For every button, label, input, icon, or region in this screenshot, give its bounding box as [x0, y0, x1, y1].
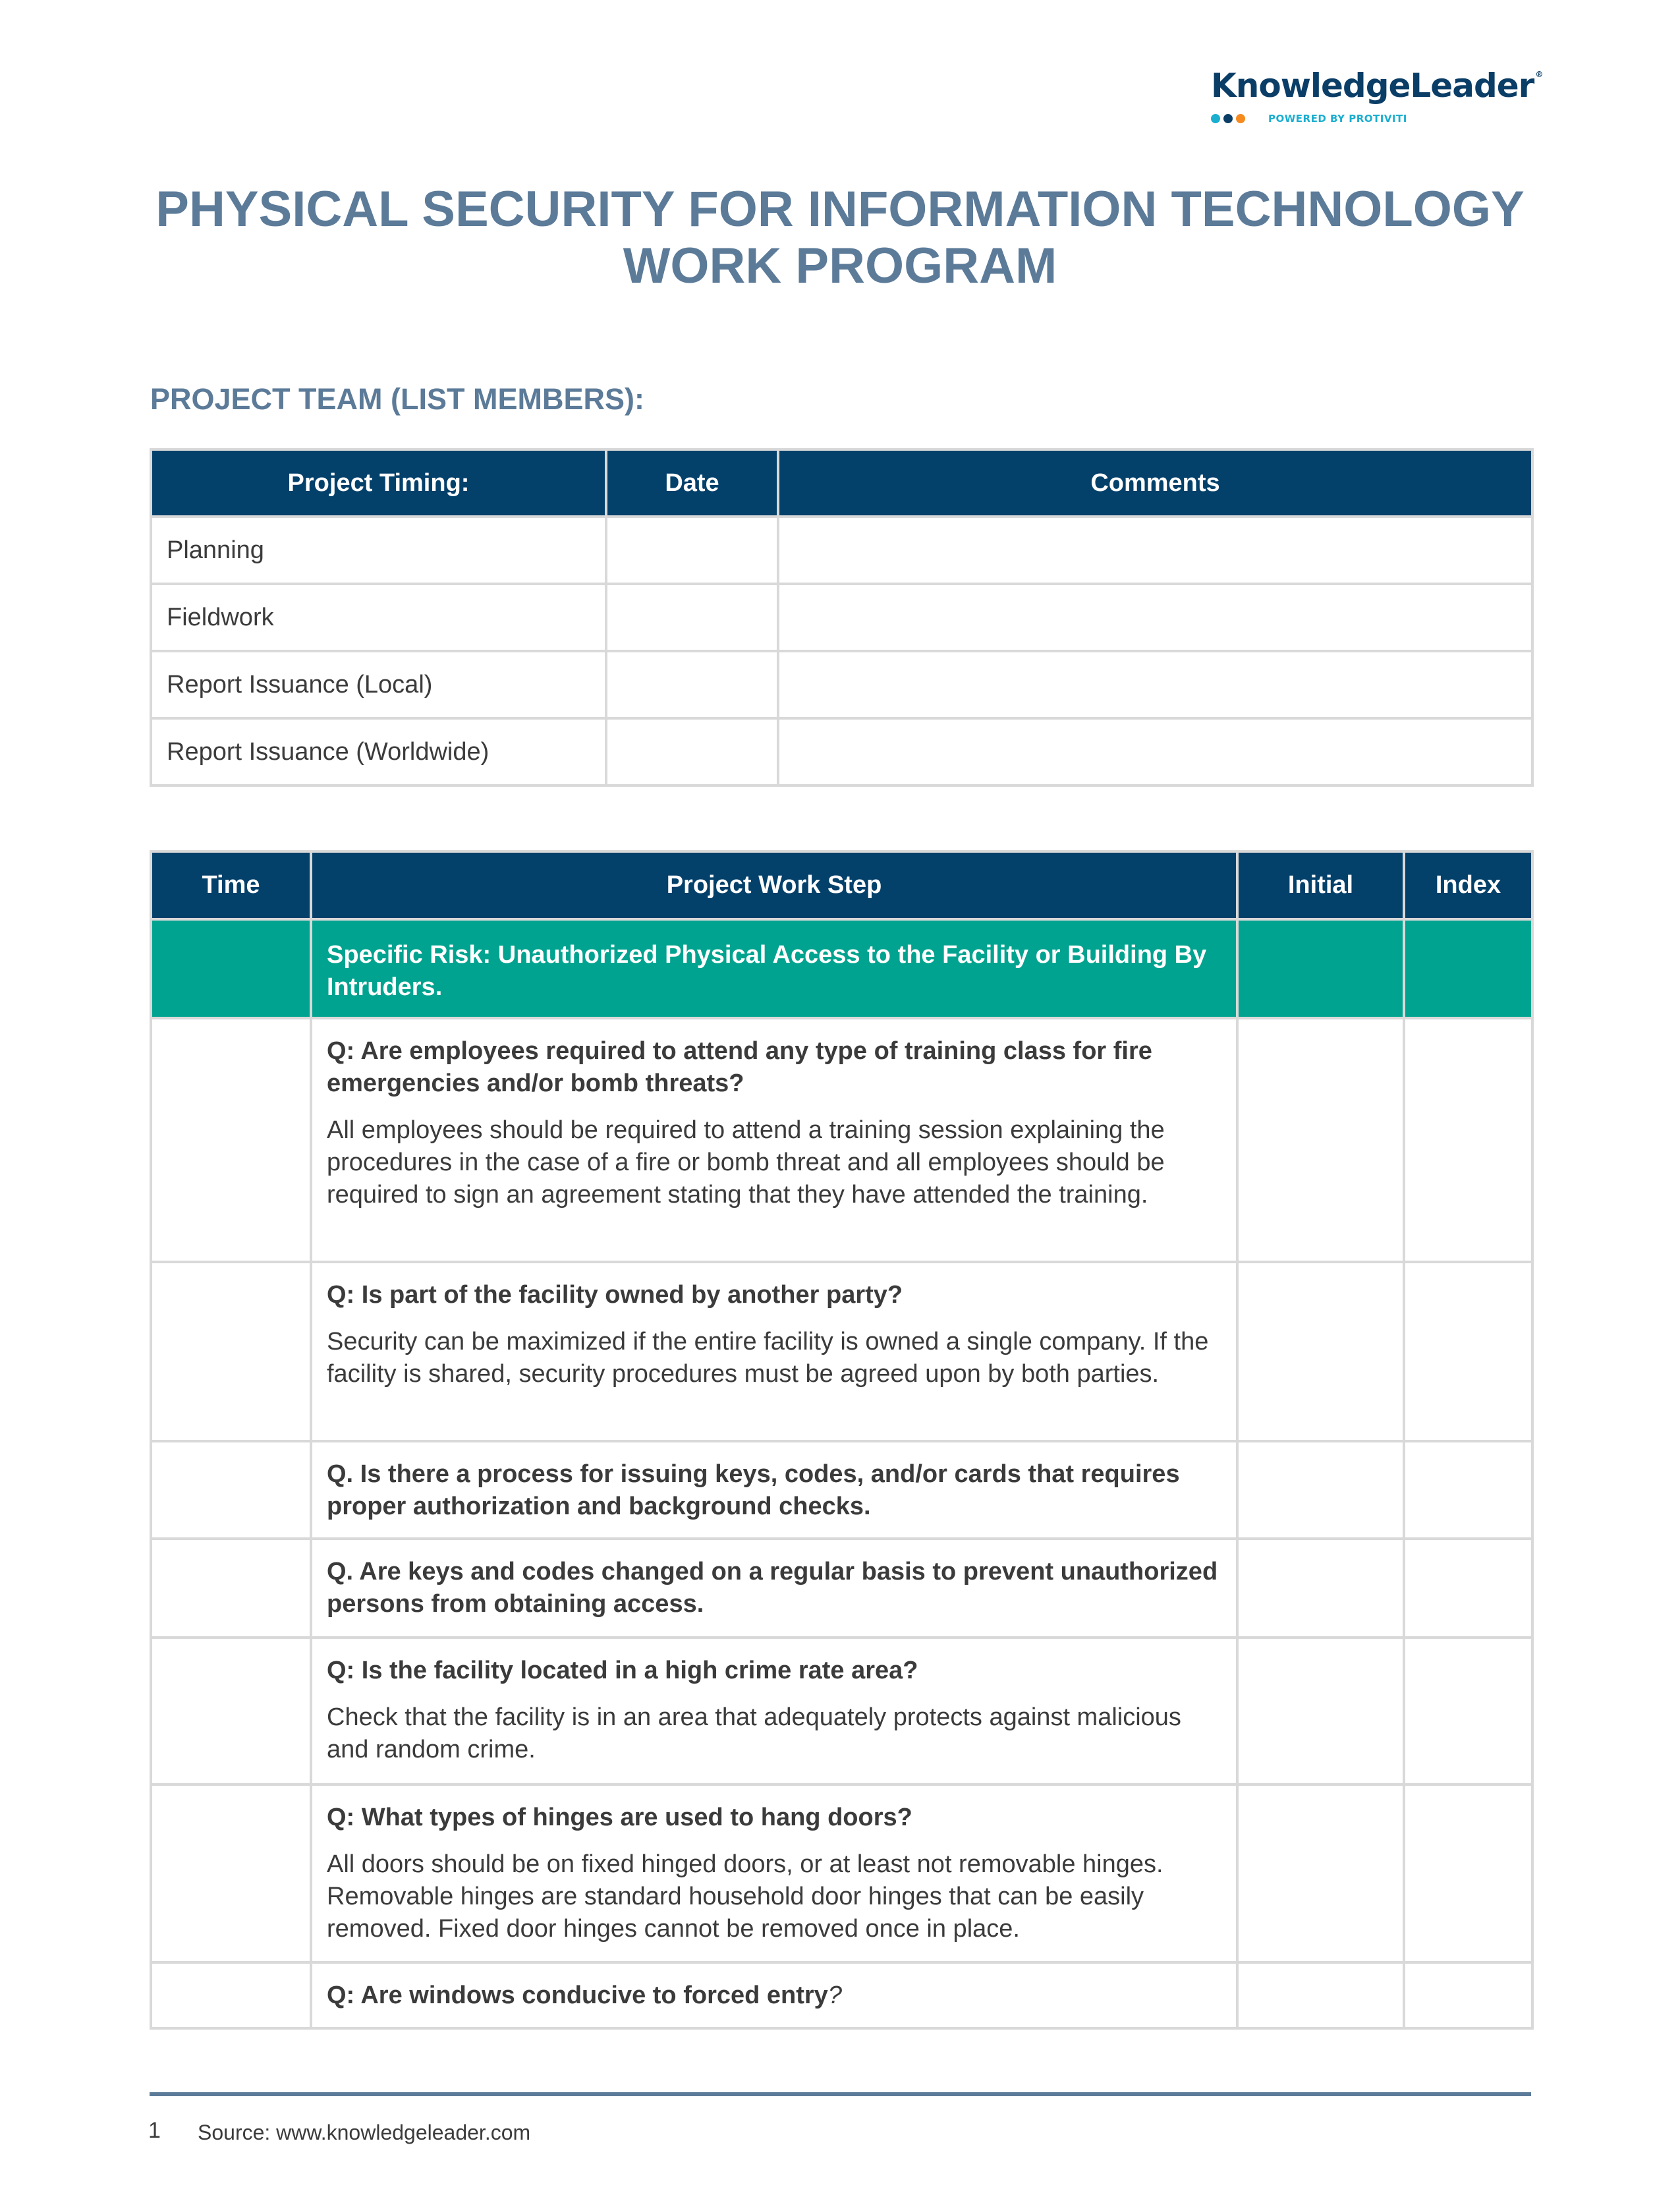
title-line-1: PHYSICAL SECURITY FOR INFORMATION TECHNOLOGY	[155, 181, 1525, 237]
time-cell[interactable]	[151, 1638, 311, 1784]
phase-cell: Report Issuance (Worldwide)	[151, 718, 606, 785]
time-cell[interactable]	[151, 919, 311, 1018]
knowledgeleader-logo	[1211, 51, 1543, 125]
header-comments: Comments	[778, 449, 1532, 517]
work-step-cell	[311, 1441, 1237, 1539]
time-cell[interactable]	[151, 1784, 311, 1962]
question-mark: ?	[827, 1982, 842, 2009]
time-cell[interactable]	[151, 1018, 311, 1262]
guidance: Security can be maximized if the entire facility is owned a single company. If the facility is shared, security procedures must be agreed upon by both parties.	[327, 1328, 1209, 1388]
table-row	[151, 584, 1532, 651]
logo-dot-icon	[1211, 114, 1220, 123]
table-row	[151, 1638, 1532, 1784]
logo-wordmark-text: KnowledgeLeader	[1211, 67, 1534, 105]
date-cell[interactable]	[606, 584, 778, 651]
table-header-row	[151, 449, 1532, 517]
guidance: Check that the facility is in an area that adequately protects against malicious and random crime.	[327, 1703, 1181, 1763]
phase-cell: Report Issuance (Local)	[151, 651, 606, 718]
table-row	[151, 1441, 1532, 1539]
work-steps-table	[150, 850, 1534, 2030]
question: Q: Is part of the facility owned by another party?	[327, 1281, 903, 1309]
question	[327, 1980, 1221, 2012]
initial-cell[interactable]	[1237, 1638, 1404, 1784]
page-number: 1	[148, 2118, 161, 2143]
comments-cell[interactable]	[778, 517, 1532, 584]
table-row	[151, 651, 1532, 718]
table-row	[151, 1262, 1532, 1441]
source-line: Source: www.knowledgeleader.com	[198, 2121, 531, 2144]
work-step-cell	[311, 1262, 1237, 1441]
question: Q: Is the facility located in a high crime rate area?	[327, 1657, 918, 1684]
risk-row	[151, 919, 1532, 1018]
logo-wordmark	[1211, 51, 1543, 109]
index-cell[interactable]	[1404, 1441, 1532, 1539]
index-cell[interactable]	[1404, 1539, 1532, 1638]
date-cell[interactable]	[606, 651, 778, 718]
table-header-row	[151, 851, 1532, 919]
index-cell[interactable]	[1404, 1784, 1532, 1962]
initial-cell[interactable]	[1237, 1539, 1404, 1638]
question: Q. Are keys and codes changed on a regular basis to prevent unauthorized persons from obtaining access.	[327, 1558, 1218, 1618]
table-row	[151, 1962, 1532, 2028]
header-index: Index	[1404, 851, 1532, 919]
project-team-heading: PROJECT TEAM (LIST MEMBERS):	[150, 382, 644, 416]
header-time: Time	[151, 851, 311, 919]
initial-cell[interactable]	[1237, 1784, 1404, 1962]
comments-cell[interactable]	[778, 718, 1532, 785]
registered-mark: ®	[1535, 70, 1543, 79]
date-cell[interactable]	[606, 517, 778, 584]
time-cell[interactable]	[151, 1441, 311, 1539]
question: Q: What types of hinges are used to hang doors?	[327, 1804, 912, 1831]
guidance: All employees should be required to attend a training session explaining the procedures in the case of a fire or bomb threat and all employees should be required to sign an agreement stating that they have attended the training.	[327, 1116, 1165, 1209]
logo-dot-icon	[1236, 114, 1245, 123]
index-cell[interactable]	[1404, 1638, 1532, 1784]
table-row	[151, 1539, 1532, 1638]
question: Q: Are employees required to attend any type of training class for fire emergencies and/or bomb threats?	[327, 1037, 1152, 1097]
table-row	[151, 1784, 1532, 1962]
index-cell[interactable]	[1404, 1962, 1532, 2028]
project-timing-table	[150, 448, 1534, 787]
header-project-work-step: Project Work Step	[311, 851, 1237, 919]
comments-cell[interactable]	[778, 651, 1532, 718]
table-row	[151, 1018, 1532, 1262]
table-row	[151, 718, 1532, 785]
phase-cell: Planning	[151, 517, 606, 584]
index-cell[interactable]	[1404, 1018, 1532, 1262]
logo-tagline: POWERED BY PROTIVITI	[1268, 113, 1407, 125]
work-step-cell	[311, 1784, 1237, 1962]
work-step-cell	[311, 1539, 1237, 1638]
work-step-cell	[311, 1962, 1237, 2028]
initial-cell[interactable]	[1237, 1441, 1404, 1539]
table-row	[151, 517, 1532, 584]
initial-cell[interactable]	[1237, 1262, 1404, 1441]
specific-risk: Specific Risk: Unauthorized Physical Access to the Facility or Building By Intruders.	[311, 919, 1237, 1018]
initial-cell[interactable]	[1237, 919, 1404, 1018]
document-title	[0, 181, 1680, 295]
header-project-timing: Project Timing:	[151, 449, 606, 517]
comments-cell[interactable]	[778, 584, 1532, 651]
question-text: Q: Are windows conducive to forced entry	[327, 1982, 828, 2009]
initial-cell[interactable]	[1237, 1962, 1404, 2028]
header-initial: Initial	[1237, 851, 1404, 919]
time-cell[interactable]	[151, 1262, 311, 1441]
phase-cell: Fieldwork	[151, 584, 606, 651]
guidance: All doors should be on fixed hinged doors, or at least not removable hinges. Removable hinges are standard household door hinges that can be easily removed. Fixed door hinges cannot be removed once in place.	[327, 1850, 1163, 1943]
work-step-cell	[311, 1018, 1237, 1262]
logo-tagline-row	[1211, 113, 1540, 125]
time-cell[interactable]	[151, 1539, 311, 1638]
footer-divider	[150, 2092, 1531, 2096]
date-cell[interactable]	[606, 718, 778, 785]
index-cell[interactable]	[1404, 919, 1532, 1018]
title-line-2: WORK PROGRAM	[623, 238, 1057, 294]
question: Q. Is there a process for issuing keys, codes, and/or cards that requires proper authorization and background checks.	[327, 1460, 1180, 1520]
logo-dot-icon	[1223, 114, 1233, 123]
initial-cell[interactable]	[1237, 1018, 1404, 1262]
time-cell[interactable]	[151, 1962, 311, 2028]
index-cell[interactable]	[1404, 1262, 1532, 1441]
header-date: Date	[606, 449, 778, 517]
work-step-cell	[311, 1638, 1237, 1784]
